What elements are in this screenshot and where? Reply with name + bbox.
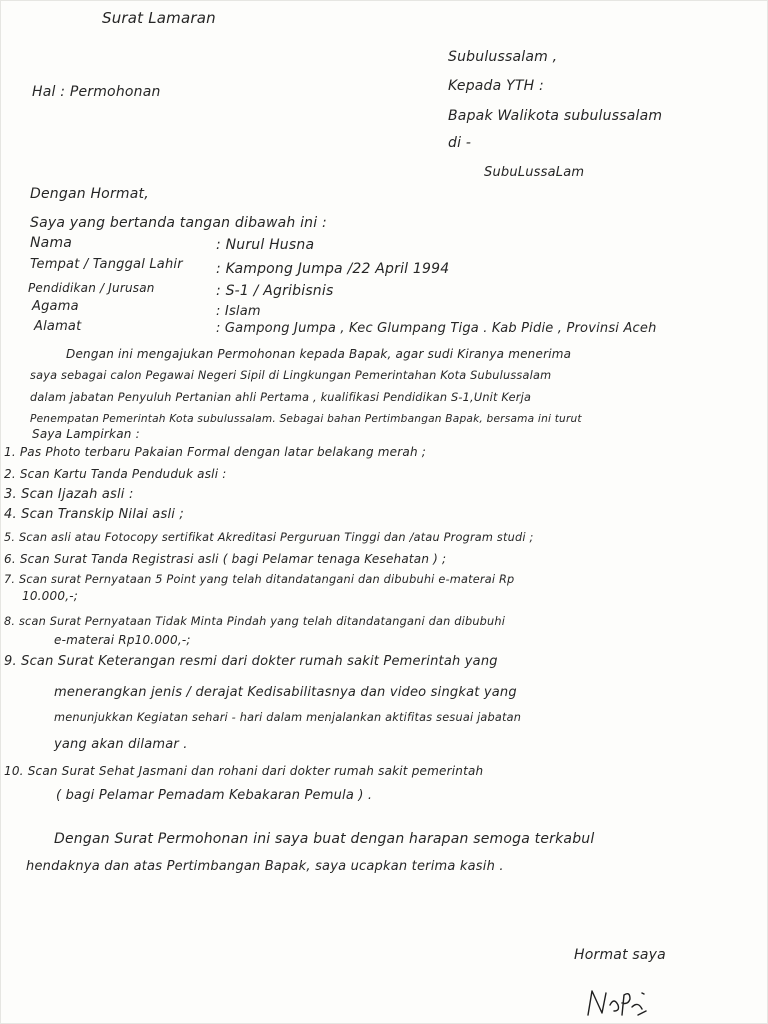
field-label: Pendidikan / Jurusan — [28, 281, 155, 295]
body-line: Saya Lampirkan : — [32, 427, 140, 441]
recipient-to-label: Kepada YTH : — [448, 78, 544, 94]
field-value: : Nurul Husna — [216, 237, 315, 253]
closing-line: hendaknya dan atas Pertimbangan Bapak, saya ucapkan terima kasih . — [26, 859, 504, 874]
field-value: : Islam — [216, 304, 261, 319]
list-item: 2. Scan Kartu Tanda Penduduk asli : — [4, 467, 227, 481]
body-line: Dengan ini mengajukan Permohonan kepada Bapak, agar sudi Kiranya menerima — [66, 347, 572, 361]
list-item: 1. Pas Photo terbaru Pakaian Formal dengan latar belakang merah ; — [4, 445, 427, 459]
list-item: 5. Scan asli atau Fotocopy sertifikat Akreditasi Perguruan Tinggi dan /atau Program studi ; — [4, 531, 534, 544]
field-label: Tempat / Tanggal Lahir — [30, 257, 183, 272]
signature — [584, 985, 654, 1019]
body-line: dalam jabatan Penyuluh Pertanian ahli Pertama , kualifikasi Pendidikan S-1,Unit Kerja — [30, 391, 532, 404]
list-item: 4. Scan Transkip Nilai asli ; — [4, 507, 184, 522]
list-item: 7. Scan surat Pernyataan 5 Point yang telah ditandatangani dan dibubuhi e-materai Rp — [4, 573, 515, 586]
recipient-city: SubuLussaLam — [484, 165, 585, 180]
list-item: 6. Scan Surat Tanda Registrasi asli ( bagi Pelamar tenaga Kesehatan ) ; — [4, 552, 447, 566]
list-item: menunjukkan Kegiatan sehari - hari dalam menjalankan aktifitas sesuai jabatan — [54, 711, 522, 724]
list-item: e-materai Rp10.000,-; — [54, 633, 191, 647]
list-item: menerangkan jenis / derajat Kedisabilitasnya dan video singkat yang — [54, 685, 517, 700]
intro-line: Saya yang bertanda tangan dibawah ini : — [30, 215, 327, 231]
recipient-di: di - — [448, 135, 472, 151]
list-item: yang akan dilamar . — [54, 737, 188, 752]
closing-line: Dengan Surat Permohonan ini saya buat dengan harapan semoga terkabul — [54, 831, 595, 847]
subject-line: Hal : Permohonan — [32, 84, 161, 100]
list-item: 8. scan Surat Pernyataan Tidak Minta Pindah yang telah ditandatangani dan dibubuhi — [4, 615, 506, 628]
field-value: : Gampong Jumpa , Kec Glumpang Tiga . Kab Pidie , Provinsi Aceh — [216, 321, 657, 336]
greeting: Dengan Hormat, — [30, 186, 149, 202]
body-line: saya sebagai calon Pegawai Negeri Sipil di Lingkungan Pemerintahan Kota Subulussalam — [30, 369, 552, 382]
list-item: 9. Scan Surat Keterangan resmi dari dokter rumah sakit Pemerintah yang — [4, 654, 498, 669]
signoff: Hormat saya — [574, 947, 666, 963]
recipient-name: Bapak Walikota subulussalam — [448, 108, 663, 124]
letter-title: Surat Lamaran — [102, 9, 216, 27]
body-line: Penempatan Pemerintah Kota subulussalam. Sebagai bahan Pertimbangan Bapak, bersama ini turut — [30, 413, 582, 425]
list-item: 10.000,-; — [22, 589, 78, 603]
field-label: Alamat — [34, 319, 82, 334]
list-item: 10. Scan Surat Sehat Jasmani dan rohani dari dokter rumah sakit pemerintah — [4, 764, 484, 778]
field-value: : S-1 / Agribisnis — [216, 283, 334, 299]
field-value: : Kampong Jumpa /22 April 1994 — [216, 261, 450, 277]
list-item: 3. Scan Ijazah asli : — [4, 487, 134, 502]
list-item: ( bagi Pelamar Pemadam Kebakaran Pemula ) . — [56, 788, 373, 803]
field-label: Nama — [30, 235, 73, 251]
field-label: Agama — [32, 299, 79, 314]
place-date: Subulussalam , — [448, 49, 558, 65]
